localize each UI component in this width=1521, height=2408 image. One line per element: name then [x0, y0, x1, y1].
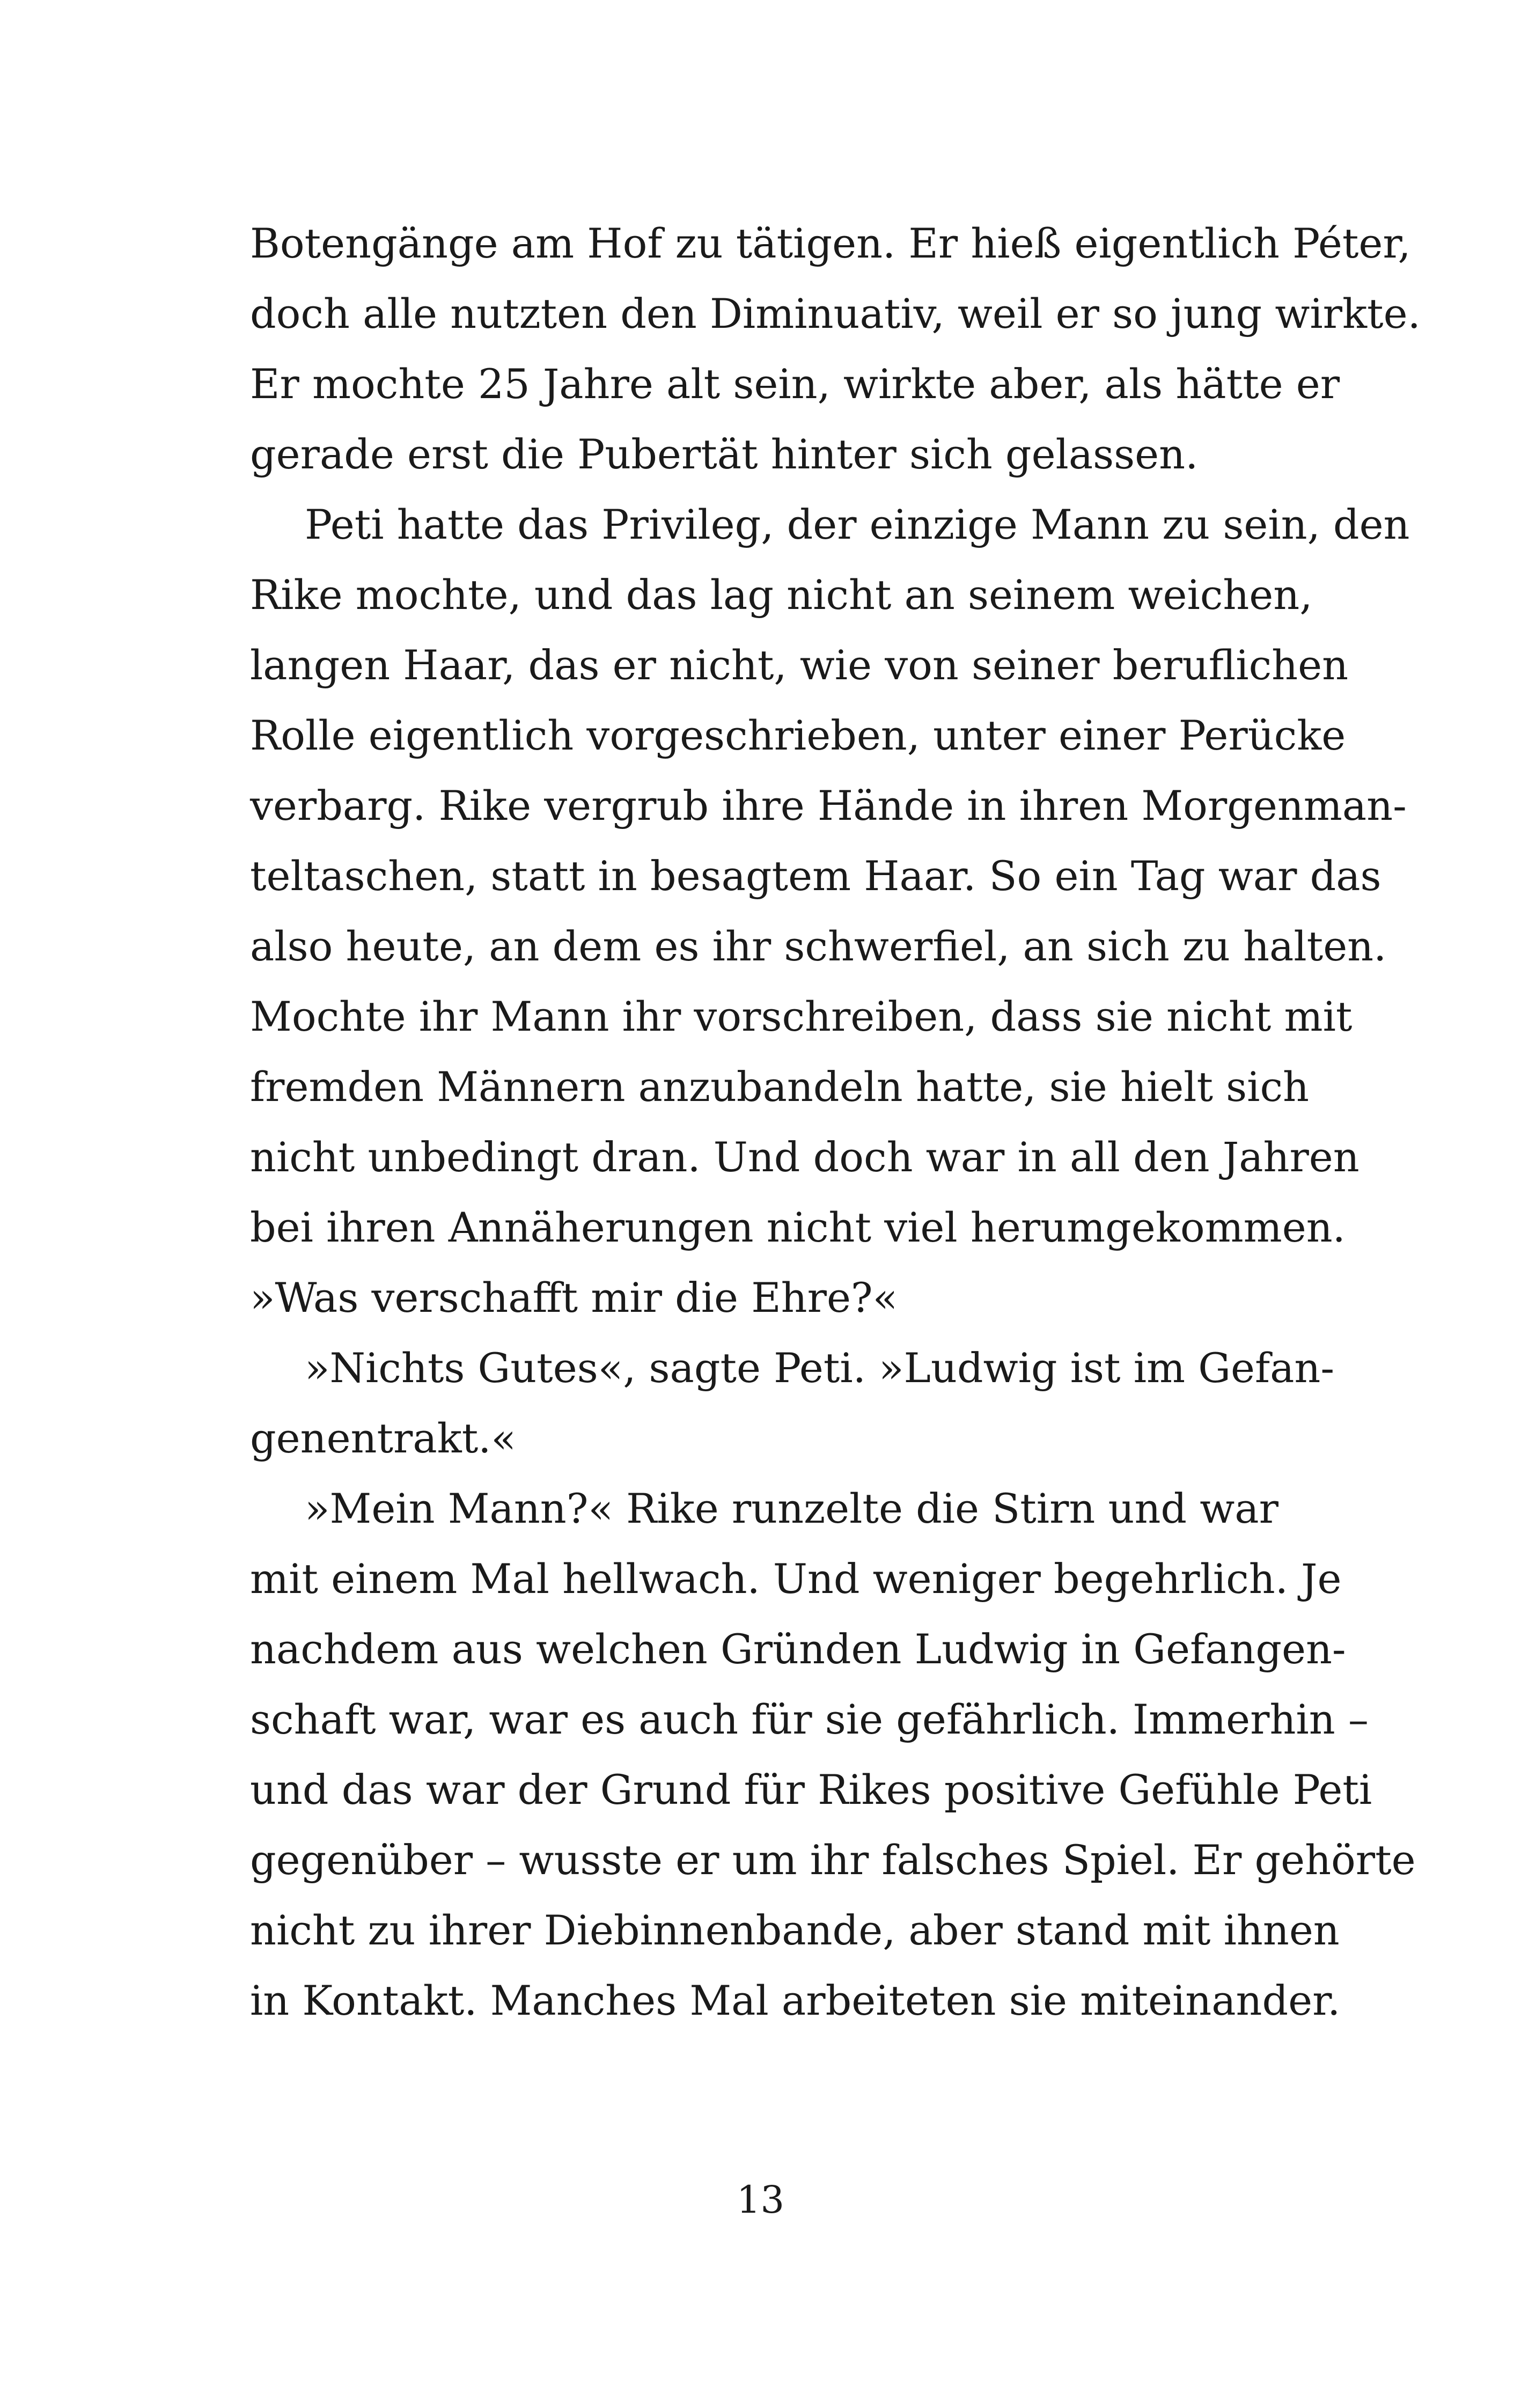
body-text	[250, 208, 1421, 2036]
text-line: fremden Männern anzubandeln hatte, sie hielt sich	[250, 1063, 1309, 1111]
text-line: nicht unbedingt dran. Und doch war in all den Jahren	[250, 1133, 1360, 1181]
text-line: teltaschen, statt in besagtem Haar. So ein Tag war das	[250, 852, 1382, 900]
text-line: »Was verschafft mir die Ehre?«	[250, 1274, 898, 1322]
text-line: mit einem Mal hellwach. Und weniger begehrlich. Je	[250, 1555, 1342, 1603]
text-line: Rolle eigentlich vorgeschrieben, unter einer Perücke	[250, 711, 1346, 759]
text-line: langen Haar, das er nicht, wie von seiner beruflichen	[250, 641, 1349, 689]
text-line: Peti hatte das Privileg, der einzige Mann zu sein, den	[305, 501, 1410, 548]
text-line: verbarg. Rike vergrub ihre Hände in ihren Morgenman-	[250, 782, 1407, 829]
text-line: genentrakt.«	[250, 1414, 516, 1462]
text-line: »Mein Mann?« Rike runzelte die Stirn und war	[305, 1485, 1278, 1532]
text-line: Mochte ihr Mann ihr vorschreiben, dass sie nicht mit	[250, 993, 1353, 1040]
text-line: Er mochte 25 Jahre alt sein, wirkte aber, als hätte er	[250, 360, 1340, 408]
text-line: bei ihren Annäherungen nicht viel herumgekommen.	[250, 1203, 1346, 1251]
text-line: schaft war, war es auch für sie gefährlich. Immerhin –	[250, 1695, 1369, 1743]
text-line: in Kontakt. Manches Mal arbeiteten sie miteinander.	[250, 1977, 1341, 2024]
text-line: gegenüber – wusste er um ihr falsches Spiel. Er gehörte	[250, 1836, 1416, 1884]
text-line: gerade erst die Pubertät hinter sich gelassen.	[250, 430, 1199, 478]
text-line: und das war der Grund für Rikes positive Gefühle Peti	[250, 1766, 1372, 1814]
text-line: Botengänge am Hof zu tätigen. Er hieß eigentlich Péter,	[250, 219, 1411, 267]
text-line: also heute, an dem es ihr schwerfiel, an sich zu halten.	[250, 922, 1387, 970]
text-line: doch alle nutzten den Diminuativ, weil er so jung wirkte.	[250, 290, 1421, 337]
text-line: nicht zu ihrer Diebinnenbande, aber stand mit ihnen	[250, 1906, 1340, 1954]
page-number: 13	[736, 2178, 785, 2222]
text-line: nachdem aus welchen Gründen Ludwig in Gefangen-	[250, 1625, 1346, 1673]
text-line: Rike mochte, und das lag nicht an seinem weichen,	[250, 571, 1313, 619]
text-line: »Nichts Gutes«, sagte Peti. »Ludwig ist im Gefan-	[305, 1344, 1335, 1392]
